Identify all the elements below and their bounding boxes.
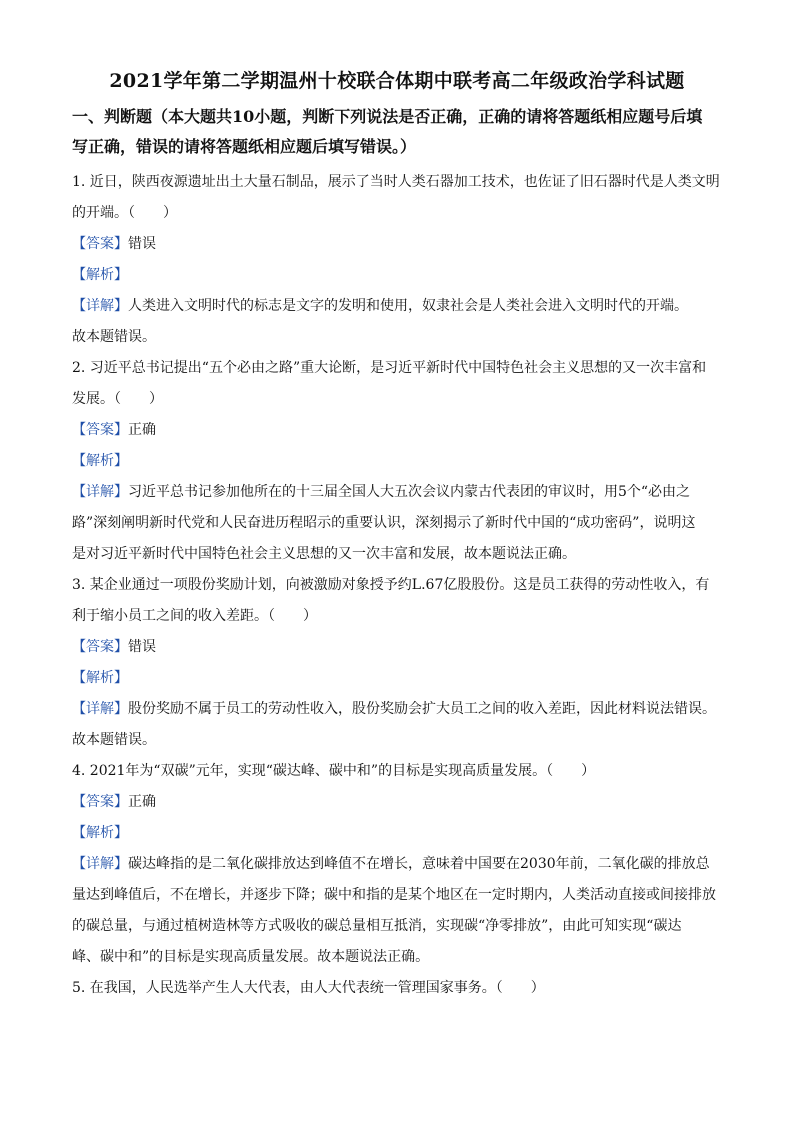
question-4-detail-line-4: 峰、碳中和”的目标是实现高质量发展。故本题说法正确。: [72, 949, 430, 965]
question-1-analysis: [72, 265, 732, 285]
question-4-detail-line-3: 的碳总量，与通过植树造林等方式吸收的碳总量相互抵消，实现碳“净零排放”，由此可知实现“碳达: [72, 918, 682, 934]
question-1-text-line-2: 的开端。（ ）: [72, 205, 177, 221]
question-1-detail-line-1: [72, 296, 732, 316]
answer-value: 错误: [128, 236, 156, 252]
answer-tag: 【答案】: [72, 794, 128, 810]
detail-tag: 【详解】: [72, 484, 128, 500]
section-heading-line-1: 一、判断题（本大题共10小题，判断下列说法是否正确，正确的请将答题纸相应题号后填: [72, 107, 703, 126]
detail-text: 习近平总书记参加他所在的十三届全国人大五次会议内蒙古代表团的审议时，用5个“必由之: [128, 484, 691, 500]
question-3-detail-line-2: 故本题错误。: [72, 732, 156, 748]
question-5-text-line-1: 5. 在我国，人民选举产生人大代表，由人大代表统一管理国家事务。（ ）: [72, 980, 545, 996]
analysis-tag: 【解析】: [72, 825, 128, 841]
detail-text: 股份奖励不属于员工的劳动性收入，股份奖励会扩大员工之间的收入差距，因此材料说法错误。: [128, 701, 716, 717]
question-4-text-line-1: 4. 2021年为“双碳”元年，实现“碳达峰、碳中和”的目标是实现高质量发展。（ ）: [72, 763, 596, 779]
question-1-text-line-1: 1. 近日，陕西夜源遗址出土大量石制品，展示了当时人类石器加工技术，也佐证了旧石器时代是人类文明: [72, 174, 720, 190]
detail-tag: 【详解】: [72, 701, 128, 717]
analysis-tag: 【解析】: [72, 453, 128, 469]
answer-tag: 【答案】: [72, 639, 128, 655]
question-3-text-line-2: 利于缩小员工之间的收入差距。（ ）: [72, 608, 317, 624]
question-1-answer: [72, 234, 732, 254]
question-4-detail-line-2: 量达到峰值后，不在增长，并逐步下降；碳中和指的是某个地区在一定时期内，人类活动直接或间接排放: [72, 887, 716, 903]
question-2-text-line-1: 2. 习近平总书记提出“五个必由之路”重大论断，是习近平新时代中国特色社会主义思想的又一次丰富和: [72, 360, 707, 376]
answer-value: 正确: [128, 422, 156, 438]
question-2-detail-line-3: 是对习近平新时代中国特色社会主义思想的又一次丰富和发展，故本题说法正确。: [72, 546, 576, 562]
section-heading-line-2: 写正确，错误的请将答题纸相应题后填写错误。）: [72, 137, 417, 156]
question-3-analysis: [72, 668, 732, 688]
question-2-analysis: [72, 451, 732, 471]
question-4-answer: [72, 792, 732, 812]
question-4-analysis: [72, 823, 732, 843]
question-4-detail-line-1: [72, 854, 732, 874]
question-2-detail-line-1: [72, 482, 732, 502]
answer-value: 错误: [128, 639, 156, 655]
detail-text: 人类进入文明时代的标志是文字的发明和使用，奴隶社会是人类社会进入文明时代的开端。: [128, 298, 688, 314]
answer-value: 正确: [128, 794, 156, 810]
analysis-tag: 【解析】: [72, 670, 128, 686]
question-3-answer: [72, 637, 732, 657]
question-1-detail-line-2: 故本题错误。: [72, 329, 156, 345]
answer-tag: 【答案】: [72, 236, 128, 252]
detail-text: 碳达峰指的是二氧化碳排放达到峰值不在增长，意味着中国要在2030年前，二氧化碳的排放总: [128, 856, 710, 872]
question-3-text-line-1: 3. 某企业通过一项股份奖励计划，向被激励对象授予约L.67亿股股份。这是员工获得的劳动性收入，有: [72, 577, 710, 593]
analysis-tag: 【解析】: [72, 267, 128, 283]
question-3-detail-line-1: [72, 699, 732, 719]
answer-tag: 【答案】: [72, 422, 128, 438]
page-title: 2021学年第二学期温州十校联合体期中联考高二年级政治学科试题: [109, 70, 685, 92]
detail-tag: 【详解】: [72, 298, 128, 314]
question-2-text-line-2: 发展。（ ）: [72, 391, 163, 407]
question-2-detail-line-2: 路”深刻阐明新时代党和人民奋进历程昭示的重要认识，深刻揭示了新时代中国的“成功密码”，说明这: [72, 515, 696, 531]
detail-tag: 【详解】: [72, 856, 128, 872]
question-2-answer: [72, 420, 732, 440]
